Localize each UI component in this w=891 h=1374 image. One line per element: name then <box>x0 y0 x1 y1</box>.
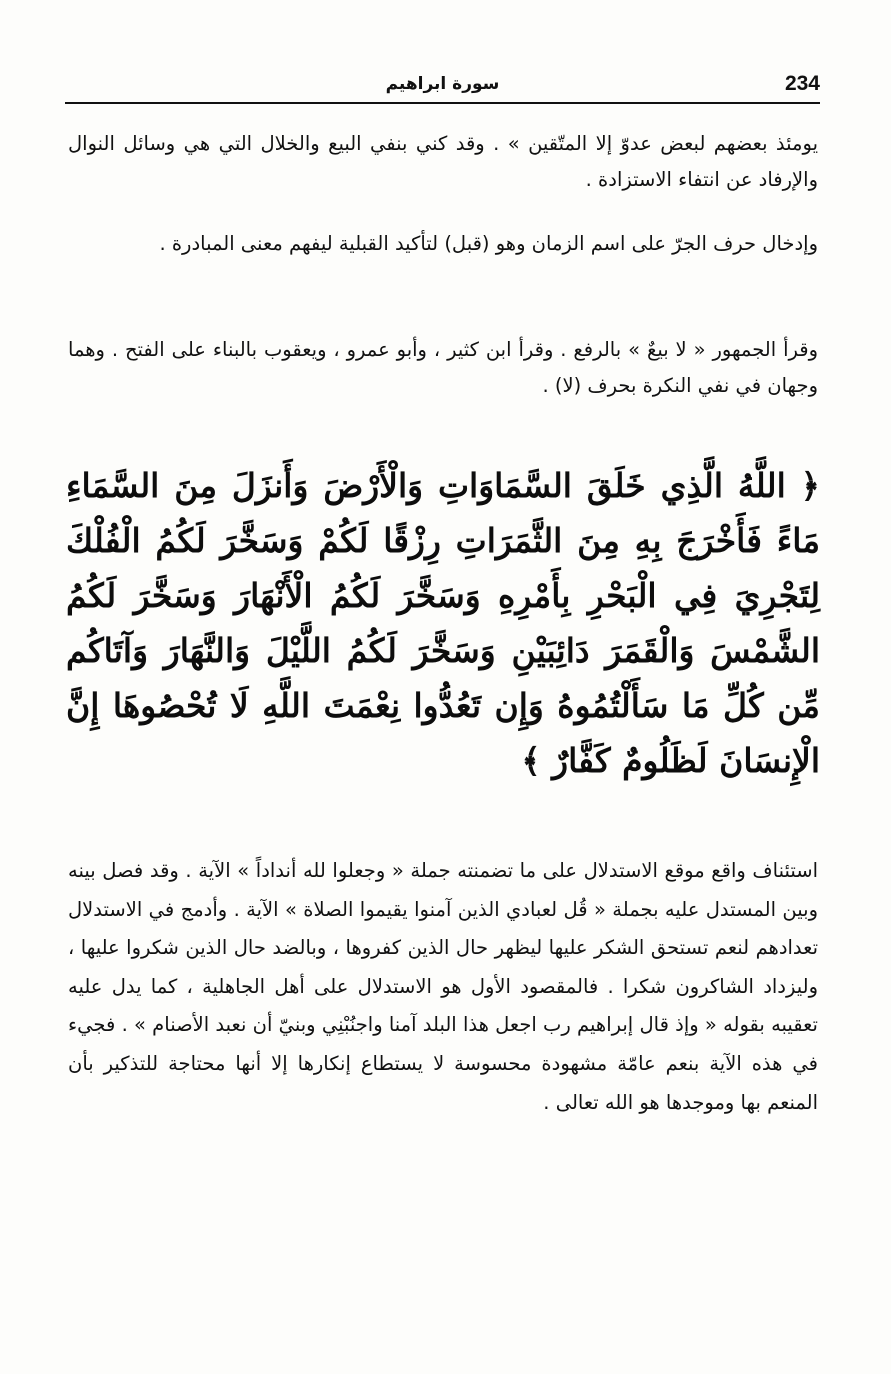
paragraph-2: وإدخال حرف الجرّ على اسم الزمان وهو (قبل) لتأكيد القبلية ليفهم معنى المبادرة . <box>159 232 818 255</box>
page-header <box>65 70 820 104</box>
paragraph-4: استئناف واقع موقع الاستدلال على ما تضمنته جملة « وجعلوا لله أنداداً » الآية . وقد فصل بينه وبين المستدل عليه بجملة « قُل لعبادي الذين آمنوا يقيموا الصلاة » الآية . وأدمج في الاستدلال تعدادهم لنعم تستحق الشكر عليها ليظهر حال الذين كفروها ، وبالضد حال الذين شكروا عليها ، وليزداد الشاكرون شكرا . فالمقصود الأول هو الاستدلال على أهل الجاهلية ، كما يدل عليه تعقيبه بقوله « وإذ قال إبراهيم رب اجعل هذا البلد آمنا واجنُبْنِي وبنيّ أن نعبد الأصنام » . فجيء في هذه الآية بنعم عامّة مشهودة محسوسة لا يستطاع إنكارها إلا أنها محتاجة للتذكير بأن المنعم بها وموجدها هو الله تعالى . <box>68 859 818 1114</box>
paragraph-3: وقرأ الجمهور « لا بيعٌ » بالرفع . وقرأ ابن كثير ، وأبو عمرو ، ويعقوب بالبناء على الفتح . وهما وجهان في نفي النكرة بحرف (لا) . <box>68 338 818 397</box>
paragraph-1: يومئذ بعضهم لبعض عدوّ إلا المتّقين » . وقد كني بنفي البيع والخلال التي هي وسائل النوال والإرفاد عن انتفاء الاستزادة . <box>68 132 818 191</box>
page-number: 234 <box>784 72 820 95</box>
header-rule <box>65 102 820 104</box>
running-head: سورة ابراهيم <box>385 74 500 94</box>
quran-verse: ﴿ اللَّهُ الَّذِي خَلَقَ السَّمَاوَاتِ وَالْأَرْضَ وَأَنزَلَ مِنَ السَّمَاءِ مَاءً فَأَخْرَجَ بِهِ مِنَ الثَّمَرَاتِ رِزْقًا لَكُمْ وَسَخَّرَ لَكُمُ الْفُلْكَ لِتَجْرِيَ فِي الْبَحْرِ بِأَمْرِهِ وَسَخَّرَ لَكُمُ الْأَنْهَارَ وَسَخَّرَ لَكُمُ الشَّمْسَ وَالْقَمَرَ دَائِبَيْنِ وَسَخَّرَ لَكُمُ اللَّيْلَ وَالنَّهَارَ وَآتَاكُم مِّن كُلِّ مَا سَأَلْتُمُوهُ وَإِن تَعُدُّوا نِعْمَتَ اللَّهِ لَا تُحْصُوهَا إِنَّ الْإِنسَانَ لَظَلُومٌ كَفَّارٌ ﴾ <box>66 466 820 780</box>
